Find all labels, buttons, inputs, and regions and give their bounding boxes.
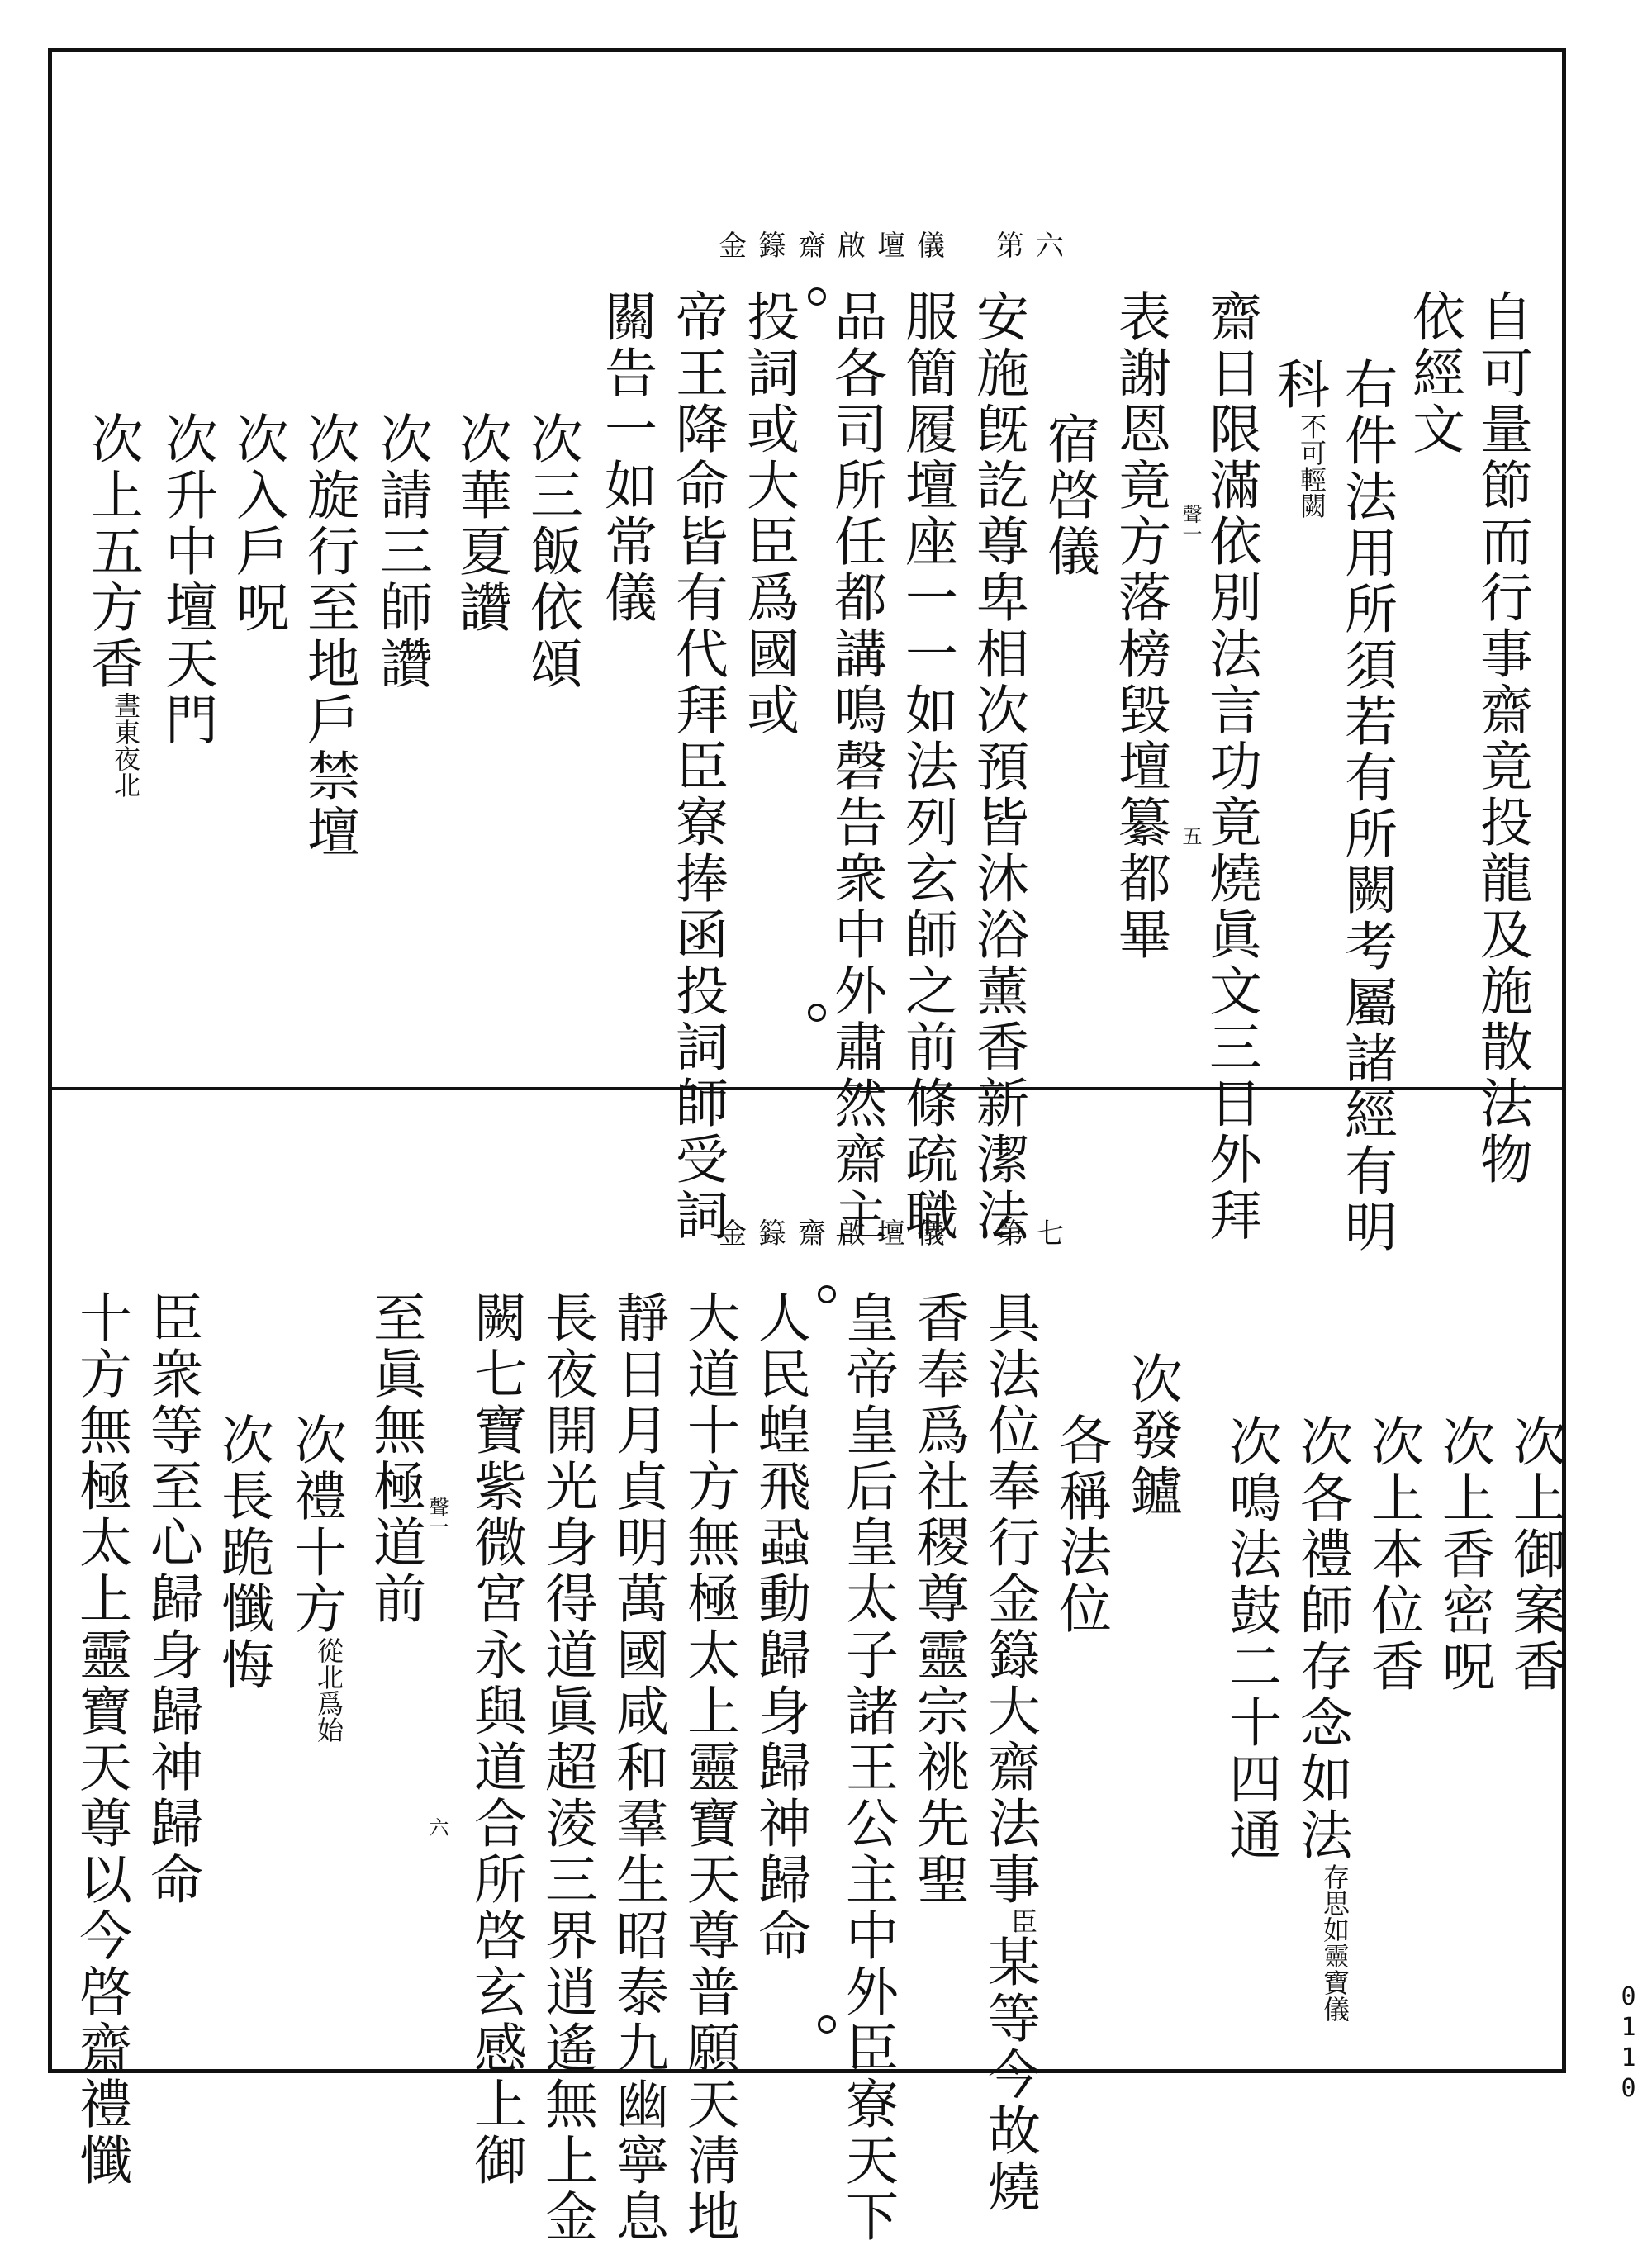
top-col-4-note: 不可輕闕: [1296, 413, 1327, 519]
bottom-col-3: 次上本位香: [1362, 1414, 1423, 1695]
bottom-col-4-note: 存思如靈寶儀: [1319, 1863, 1351, 2022]
top-punctuation-circle-1: [808, 287, 826, 306]
bottom-col-4: [1291, 1414, 1352, 2022]
top-col-20: [82, 411, 143, 798]
top-col-1: 自可量節而行事齋竟投龍及施散法物: [1471, 289, 1532, 1188]
bottom-col-8: [979, 1290, 1040, 2215]
bottom-col-14: 長夜開光身得道眞超淩三界逍遙無上金: [536, 1290, 597, 2245]
top-col-4: [1268, 357, 1329, 519]
bottom-col-17: [285, 1412, 346, 1743]
top-col-11: 投詞或大臣爲國或: [738, 289, 799, 738]
bottom-col-8-text-b: 某等今故燒: [979, 1934, 1040, 2215]
top-col-3: 右件法用所須若有所闕考屬諸經有明: [1336, 357, 1397, 1255]
bottom-col-4-text: 次各禮師存念如法: [1291, 1414, 1352, 1863]
bottom-col-10: 皇帝皇后皇太子諸王公主中外臣寮天下: [837, 1290, 898, 2245]
top-header: 金籙齋啟壇儀 第六: [719, 230, 1075, 263]
bottom-col-19: 臣衆等至心歸身歸神歸命: [141, 1290, 202, 1908]
bottom-col-13: 靜日月貞明萬國咸和羣生昭泰九幽寧息: [607, 1290, 668, 2245]
top-col-9: 服簡履壇座一一如法列玄師之前條疏職: [896, 289, 957, 1244]
bottom-col-8-note: 臣: [1007, 1908, 1038, 1934]
top-col-10: 品各司所任都講鳴磬告衆中外肅然齋主: [825, 289, 886, 1244]
top-col-4-text: 科: [1268, 357, 1329, 413]
top-col-17: 次旋行至地戶禁壇: [298, 411, 359, 861]
bottom-col-9: 香奉爲社稷尊靈宗祧先聖: [908, 1290, 969, 1908]
bottom-col-11: 人民蝗飛蝨動歸身歸神歸命: [749, 1290, 810, 1964]
bottom-punctuation-circle-1: [818, 1285, 836, 1303]
top-col-6: 表謝恩竟方落榜毀壇纂都畢: [1109, 289, 1170, 963]
bottom-header: 金籙齋啟壇儀 第七: [719, 1217, 1075, 1251]
bottom-punctuation-circle-2: [818, 2015, 836, 2034]
bottom-col-18: 次長跪懺悔: [212, 1412, 273, 1693]
top-col-20-text: 次上五方香: [82, 411, 143, 692]
top-fold-mark-top: 五: [1179, 826, 1202, 846]
bottom-col-7: 各稱法位: [1050, 1412, 1111, 1637]
bottom-col-16: 至眞無極道前: [364, 1290, 425, 1627]
bottom-col-5: 次鳴法鼓二十四通: [1220, 1414, 1281, 1863]
top-col-18: 次入戶呪: [227, 411, 288, 636]
bottom-fold-mark-mid: 聲一: [425, 1497, 449, 1536]
bottom-col-8-text-a: 具法位奉行金籙大齋法事: [979, 1290, 1040, 1908]
top-col-20-note: 晝東夜北: [110, 692, 141, 798]
bottom-col-6: 次發鑪: [1121, 1351, 1182, 1520]
bottom-col-2: 次上香密呪: [1433, 1414, 1494, 1695]
top-col-7: 宿啓儀: [1038, 411, 1099, 580]
top-col-16: 次請三師讚: [371, 411, 432, 692]
top-punctuation-circle-2: [808, 1004, 826, 1022]
bottom-col-1: 次上御案香: [1504, 1414, 1565, 1695]
bottom-col-20: 十方無極太上靈寶天尊以今啓齋禮懺: [70, 1290, 131, 2189]
top-col-8: 安施旣訖尊卑相次預皆沐浴薰香新潔法: [967, 289, 1028, 1244]
top-col-2: 依經文: [1403, 289, 1464, 458]
bottom-col-17-text: 次禮十方: [285, 1412, 346, 1637]
top-col-13: 關告一如常儀: [596, 289, 657, 626]
top-col-15: 次華夏讚: [450, 411, 511, 636]
page-number: 0110: [1614, 1982, 1643, 2105]
bottom-col-12: 大道十方無極太上靈寶天尊普願天淸地: [678, 1290, 739, 2245]
top-col-5: 齋日限滿依別法言功竟燒眞文三日外拜: [1200, 289, 1261, 1244]
top-col-14: 次三飯依頌: [521, 411, 582, 692]
bottom-col-15: 闕七寶紫微宮永與道合所啓玄感上御: [465, 1290, 526, 2189]
top-col-12: 帝王降命皆有代拜臣寮捧函投詞師受詞: [667, 289, 728, 1244]
bottom-col-17-note: 從北爲始: [313, 1637, 344, 1743]
top-fold-mark-mid: 聲一: [1179, 504, 1202, 543]
bottom-fold-mark-top: 六: [425, 1817, 449, 1837]
top-col-19: 次升中壇天門: [156, 411, 217, 748]
